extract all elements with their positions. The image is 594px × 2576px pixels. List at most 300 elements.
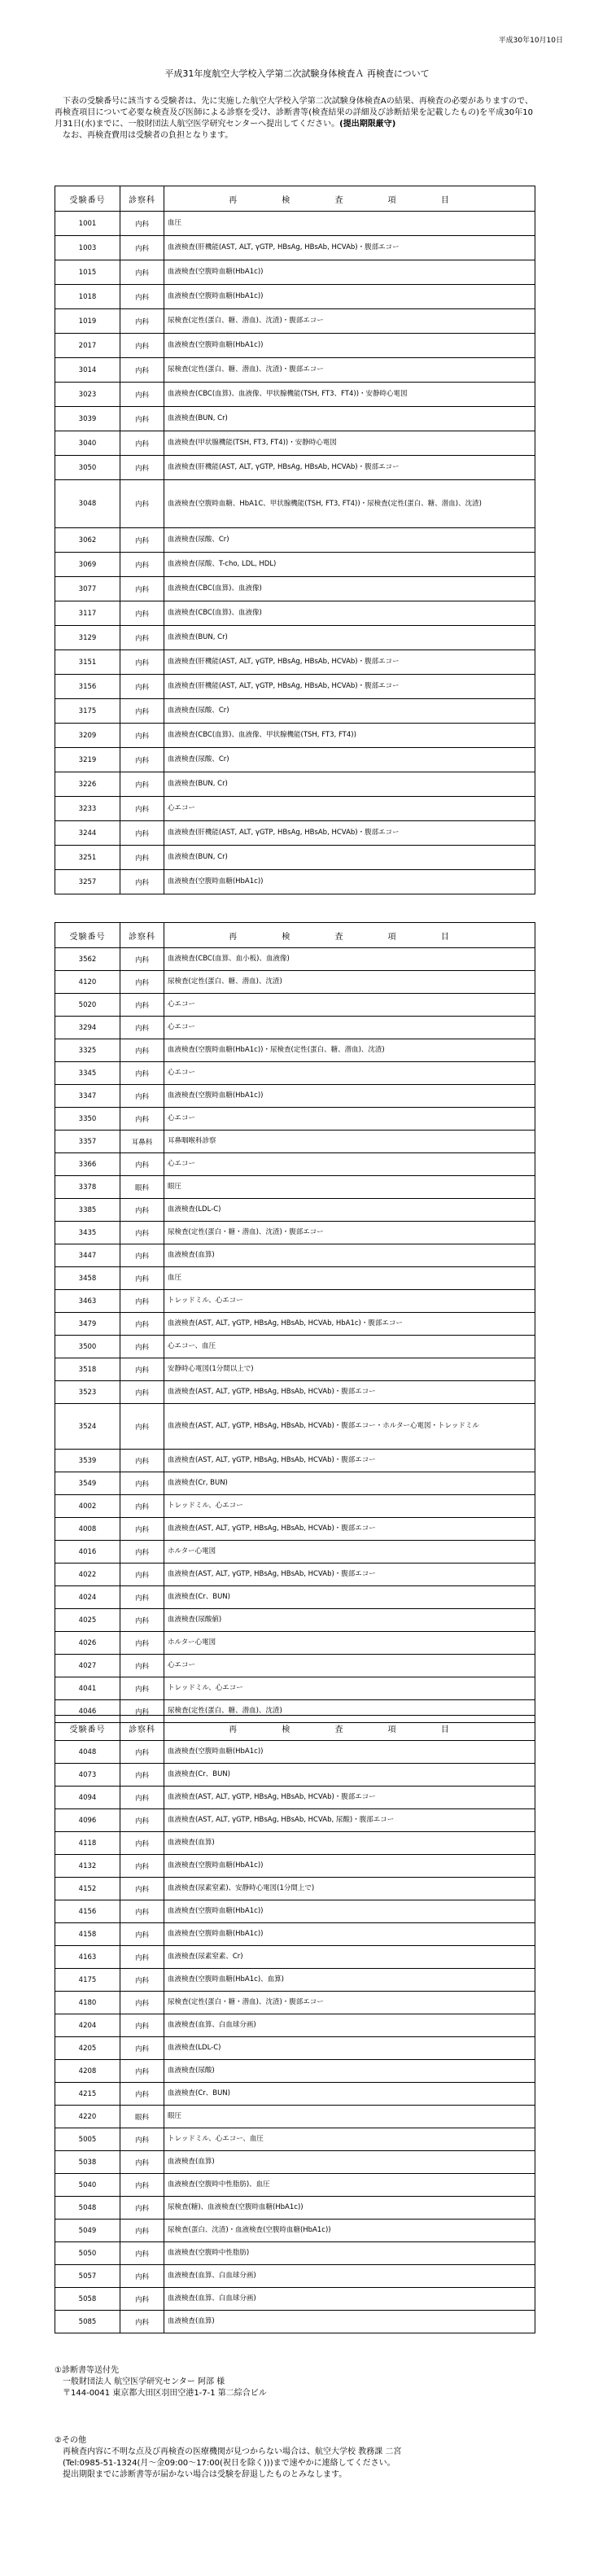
department-cell: 内科 xyxy=(120,2037,164,2060)
exam-number-cell: 3233 xyxy=(55,797,120,821)
exam-number-cell: 1015 xyxy=(55,260,120,285)
other-section xyxy=(55,2435,401,2481)
table-row xyxy=(55,1108,535,1131)
department-cell: 内科 xyxy=(120,2242,164,2265)
exam-number-cell: 4048 xyxy=(55,1741,120,1764)
exam-number-cell: 3366 xyxy=(55,1153,120,1176)
submission-heading: ①診断書等送付先 xyxy=(55,2366,119,2375)
department-cell: 内科 xyxy=(120,2151,164,2174)
table-row xyxy=(55,1017,535,1039)
exam-number-cell: 5020 xyxy=(55,994,120,1017)
header-department: 診察科 xyxy=(120,1716,164,1741)
department-cell: 内科 xyxy=(120,1741,164,1764)
recheck-item-cell: 血液検査(AST, ALT, γGTP, HBsAg, HBsAb, HCVAb)・腹部エコー xyxy=(164,1450,535,1472)
department-cell: 内科 xyxy=(120,1039,164,1062)
exam-number-cell: 3549 xyxy=(55,1472,120,1495)
department-cell: 内科 xyxy=(120,1313,164,1336)
recheck-item-cell: 尿検査(定性(蛋白・糖・潜血)、沈渣)・腹部エコー xyxy=(164,1992,535,2014)
exam-number-cell: 4073 xyxy=(55,1764,120,1787)
exam-number-cell: 5050 xyxy=(55,2242,120,2265)
department-cell: 内科 xyxy=(120,2265,164,2288)
table-row xyxy=(55,1495,535,1518)
department-cell: 内科 xyxy=(120,1017,164,1039)
exam-number-cell: 4208 xyxy=(55,2060,120,2083)
recheck-item-cell: 血液検査(CBC(血算、血小板)、血液像) xyxy=(164,948,535,971)
recheck-item-cell: 血液検査(血算) xyxy=(164,2311,535,2333)
table-row xyxy=(55,699,535,724)
recheck-item-cell: トレッドミル、心エコー xyxy=(164,1290,535,1313)
table-row xyxy=(55,2151,535,2174)
department-cell: 内科 xyxy=(120,1969,164,1992)
exam-number-cell: 5085 xyxy=(55,2311,120,2333)
department-cell: 内科 xyxy=(120,334,164,358)
department-cell: 内科 xyxy=(120,1878,164,1900)
department-cell: 内科 xyxy=(120,1923,164,1946)
exam-number-cell: 3539 xyxy=(55,1450,120,1472)
table-row xyxy=(55,480,535,528)
department-cell: 眼科 xyxy=(120,2106,164,2128)
department-cell: 内科 xyxy=(120,1609,164,1632)
department-cell: 内科 xyxy=(120,1244,164,1267)
recheck-item-cell: トレッドミル、心エコー、血圧 xyxy=(164,2128,535,2151)
table-row xyxy=(55,1290,535,1313)
exam-number-cell: 4027 xyxy=(55,1655,120,1677)
recheck-item-cell: 血液検査(尿酸、Cr) xyxy=(164,528,535,553)
exam-number-cell: 5048 xyxy=(55,2197,120,2220)
recheck-item-cell: 安静時心電図(1分間以上で) xyxy=(164,1358,535,1381)
recheck-item-cell: 血液検査(空腹時血糖(HbA1c)) xyxy=(164,1085,535,1108)
exam-number-cell: 3357 xyxy=(55,1131,120,1153)
department-cell: 内科 xyxy=(120,431,164,456)
table-row xyxy=(55,1764,535,1787)
document-date: 平成30年10月10日 xyxy=(498,37,563,45)
exam-number-cell: 3447 xyxy=(55,1244,120,1267)
table-row xyxy=(55,1900,535,1923)
table-row xyxy=(55,1809,535,1832)
department-cell: 内科 xyxy=(120,358,164,383)
table-row xyxy=(55,260,535,285)
intro-deadline-note: (提出期限厳守) xyxy=(339,120,396,129)
exam-number-cell: 4025 xyxy=(55,1609,120,1632)
table-row xyxy=(55,1450,535,1472)
table-row xyxy=(55,994,535,1017)
recheck-item-cell: トレッドミル、心エコー xyxy=(164,1495,535,1518)
department-cell: 内科 xyxy=(120,236,164,260)
table-row xyxy=(55,212,535,236)
department-cell: 内科 xyxy=(120,1153,164,1176)
recheck-item-cell: 眼圧 xyxy=(164,2106,535,2128)
recheck-item-cell: 心エコー xyxy=(164,1153,535,1176)
exam-number-cell: 2017 xyxy=(55,334,120,358)
recheck-item-cell: 血液検査(尿素窒素、Cr) xyxy=(164,1946,535,1969)
exam-number-cell: 4118 xyxy=(55,1832,120,1855)
department-cell: 内科 xyxy=(120,2014,164,2037)
department-cell: 内科 xyxy=(120,772,164,797)
recheck-item-cell: 血液検査(肝機能(AST, ALT, γGTP, HBsAg, HBsAb, HCVAb)・腹部エコー xyxy=(164,236,535,260)
recheck-item-cell: 血液検査(甲状腺機能(TSH, FT3, FT4))・安静時心電図 xyxy=(164,431,535,456)
exam-number-cell: 5005 xyxy=(55,2128,120,2151)
exam-number-cell: 3294 xyxy=(55,1017,120,1039)
exam-number-cell: 4094 xyxy=(55,1787,120,1809)
department-cell: 内科 xyxy=(120,407,164,431)
other-phone: (Tel:0985-51-1324(月～金09:00～17:00(祝日を除く)))まで速やかに連絡してください。 xyxy=(63,2459,395,2468)
department-cell: 内科 xyxy=(120,260,164,285)
recheck-item-cell: 血液検査(空腹時血糖(HbA1c)) xyxy=(164,285,535,309)
department-cell: 内科 xyxy=(120,1358,164,1381)
exam-number-cell: 3524 xyxy=(55,1404,120,1450)
header-recheck-items: 再 検 査 項 目 xyxy=(164,186,535,212)
recheck-item-cell: 血液検査(血算) xyxy=(164,1244,535,1267)
department-cell: 内科 xyxy=(120,601,164,626)
table-row xyxy=(55,1946,535,1969)
other-contact: 再検査内容に不明な点及び再検査の医療機関が見つからない場合は、航空大学校 教務課 二宮 xyxy=(63,2447,402,2456)
table-row xyxy=(55,772,535,797)
exam-number-cell: 4132 xyxy=(55,1855,120,1878)
department-cell: 内科 xyxy=(120,528,164,553)
recheck-item-cell: 血液検査(BUN, Cr) xyxy=(164,626,535,650)
department-cell: 内科 xyxy=(120,1855,164,1878)
exam-number-cell: 4026 xyxy=(55,1632,120,1655)
table-row xyxy=(55,1609,535,1632)
recheck-item-cell: 血液検査(空腹時血糖(HbA1c)) xyxy=(164,334,535,358)
exam-number-cell: 4220 xyxy=(55,2106,120,2128)
exam-number-cell: 4016 xyxy=(55,1541,120,1564)
recheck-item-cell: 血液検査(空腹時中性脂肪) xyxy=(164,2242,535,2265)
table-row xyxy=(55,1131,535,1153)
table-row xyxy=(55,456,535,480)
department-cell: 内科 xyxy=(120,1381,164,1404)
exam-number-cell: 3463 xyxy=(55,1290,120,1313)
department-cell: 内科 xyxy=(120,285,164,309)
submission-section xyxy=(55,2365,267,2399)
table-row xyxy=(55,675,535,699)
department-cell: 内科 xyxy=(120,2220,164,2242)
recheck-item-cell: ホルター心電図 xyxy=(164,1541,535,1564)
table-row xyxy=(55,601,535,626)
recheck-table-3 xyxy=(55,1715,535,2333)
recheck-item-cell: 血液検査(Cr、BUN) xyxy=(164,2083,535,2106)
table-row xyxy=(55,577,535,601)
recheck-item-cell: 血液検査(Cr, BUN) xyxy=(164,1472,535,1495)
table-row xyxy=(55,626,535,650)
department-cell: 内科 xyxy=(120,1700,164,1723)
exam-number-cell: 3039 xyxy=(55,407,120,431)
exam-number-cell: 4046 xyxy=(55,1700,120,1723)
recheck-item-cell: 血液検査(血算、白血球分画) xyxy=(164,2265,535,2288)
recheck-item-cell: 心エコー、血圧 xyxy=(164,1336,535,1358)
table-row xyxy=(55,748,535,772)
department-cell: 内科 xyxy=(120,1564,164,1586)
header-department: 診察科 xyxy=(120,923,164,948)
header-recheck-items: 再 検 査 項 目 xyxy=(164,1716,535,1741)
department-cell: 内科 xyxy=(120,724,164,748)
table-row xyxy=(55,2220,535,2242)
table-row xyxy=(55,358,535,383)
department-cell: 内科 xyxy=(120,1518,164,1541)
recheck-item-cell: 血液検査(肝機能(AST, ALT, γGTP, HBsAg, HBsAb, HCVAb)・腹部エコー xyxy=(164,675,535,699)
department-cell: 内科 xyxy=(120,994,164,1017)
recheck-item-cell: 血液検査(血算、白血球分画) xyxy=(164,2288,535,2311)
department-cell: 内科 xyxy=(120,456,164,480)
department-cell: 内科 xyxy=(120,821,164,846)
table-header-row xyxy=(55,186,535,212)
exam-number-cell: 3500 xyxy=(55,1336,120,1358)
recheck-item-cell: トレッドミル、心エコー xyxy=(164,1677,535,1700)
table-row xyxy=(55,971,535,994)
exam-number-cell: 4163 xyxy=(55,1946,120,1969)
recheck-item-cell: 血液検査(LDL-C) xyxy=(164,1199,535,1222)
exam-number-cell: 5058 xyxy=(55,2288,120,2311)
recheck-item-cell: 血液検査(Cr、BUN) xyxy=(164,1586,535,1609)
department-cell: 内科 xyxy=(120,1085,164,1108)
department-cell: 内科 xyxy=(120,383,164,407)
recheck-item-cell: 血液検査(空腹時血糖(HbA1c)、血算) xyxy=(164,1969,535,1992)
recheck-table-2 xyxy=(55,922,535,1723)
recheck-item-cell: 心エコー xyxy=(164,1062,535,1085)
department-cell: 内科 xyxy=(120,1946,164,1969)
recheck-item-cell: 血液検査(空腹時血糖(HbA1c)) xyxy=(164,1923,535,1946)
exam-number-cell: 4180 xyxy=(55,1992,120,2014)
department-cell: 内科 xyxy=(120,1290,164,1313)
exam-number-cell: 3347 xyxy=(55,1085,120,1108)
recheck-item-cell: 血液検査(BUN, Cr) xyxy=(164,407,535,431)
department-cell: 内科 xyxy=(120,1062,164,1085)
table-row xyxy=(55,1062,535,1085)
department-cell: 内科 xyxy=(120,1787,164,1809)
recheck-item-cell: 尿検査(定性(蛋白、糖、潜血)、沈渣)・腹部エコー xyxy=(164,358,535,383)
exam-number-cell: 1001 xyxy=(55,212,120,236)
department-cell: 内科 xyxy=(120,797,164,821)
table-row xyxy=(55,1336,535,1358)
department-cell: 内科 xyxy=(120,1655,164,1677)
recheck-item-cell: 心エコー xyxy=(164,1655,535,1677)
exam-number-cell: 4205 xyxy=(55,2037,120,2060)
recheck-item-cell: 血液検査(尿酸、Cr) xyxy=(164,748,535,772)
table-row xyxy=(55,553,535,577)
exam-number-cell: 4158 xyxy=(55,1923,120,1946)
department-cell: 内科 xyxy=(120,1199,164,1222)
exam-number-cell: 1019 xyxy=(55,309,120,334)
department-cell: 耳鼻科 xyxy=(120,1131,164,1153)
recheck-item-cell: 血液検査(AST, ALT, γGTP, HBsAg, HBsAb, HCVAb)・腹部エコー xyxy=(164,1381,535,1404)
table-row xyxy=(55,797,535,821)
recheck-item-cell: 血液検査(CBC(血算)、血液像、甲状腺機能(TSH, FT3、FT4))・安静時心電図 xyxy=(164,383,535,407)
department-cell: 内科 xyxy=(120,212,164,236)
header-exam-number: 受験番号 xyxy=(55,186,120,212)
recheck-item-cell: 血液検査(AST, ALT, γGTP, HBsAg, HBsAb, HCVAb, HbA1c)・腹部エコー xyxy=(164,1313,535,1336)
exam-number-cell: 5040 xyxy=(55,2174,120,2197)
recheck-item-cell: 血液検査(肝機能(AST, ALT, γGTP, HBsAg, HBsAb, HCVAb)・腹部エコー xyxy=(164,456,535,480)
recheck-item-cell: 尿検査(糖)、血液検査(空腹時血糖(HbA1c)) xyxy=(164,2197,535,2220)
exam-number-cell: 4008 xyxy=(55,1518,120,1541)
table-row xyxy=(55,2242,535,2265)
exam-number-cell: 3378 xyxy=(55,1176,120,1199)
table-row xyxy=(55,1472,535,1495)
department-cell: 内科 xyxy=(120,553,164,577)
department-cell: 内科 xyxy=(120,1495,164,1518)
other-heading: ②その他 xyxy=(55,2436,86,2445)
recheck-item-cell: 血液検査(尿酸) xyxy=(164,2060,535,2083)
recheck-item-cell: ホルター心電図 xyxy=(164,1632,535,1655)
table-row xyxy=(55,846,535,870)
table-row xyxy=(55,1267,535,1290)
department-cell: 眼科 xyxy=(120,1176,164,1199)
exam-number-cell: 4156 xyxy=(55,1900,120,1923)
table-row xyxy=(55,1222,535,1244)
recheck-item-cell: 血液検査(Cr、BUN) xyxy=(164,1764,535,1787)
recheck-item-cell: 血液検査(尿酸値) xyxy=(164,1609,535,1632)
department-cell: 内科 xyxy=(120,650,164,675)
exam-number-cell: 5038 xyxy=(55,2151,120,2174)
department-cell: 内科 xyxy=(120,1472,164,1495)
recheck-item-cell: 血液検査(肝機能(AST, ALT, γGTP, HBsAg, HBsAb, HCVAb)・腹部エコー xyxy=(164,650,535,675)
recheck-item-cell: 心エコー xyxy=(164,994,535,1017)
exam-number-cell: 3325 xyxy=(55,1039,120,1062)
recheck-item-cell: 血液検査(空腹時血糖(HbA1c)) xyxy=(164,1900,535,1923)
recheck-item-cell: 血液検査(LDL-C) xyxy=(164,2037,535,2060)
recheck-item-cell: 血液検査(肝機能(AST, ALT, γGTP, HBsAg, HBsAb, HCVAb)・腹部エコー xyxy=(164,821,535,846)
table-row xyxy=(55,2265,535,2288)
exam-number-cell: 3175 xyxy=(55,699,120,724)
recheck-item-cell: 血液検査(血算) xyxy=(164,1832,535,1855)
table-row xyxy=(55,821,535,846)
document-title: 平成31年度航空大学校入学第二次試験身体検査Ａ 再検査について xyxy=(164,68,430,79)
recheck-item-cell: 血液検査(尿酸、Cr) xyxy=(164,699,535,724)
table-row xyxy=(55,2197,535,2220)
department-cell: 内科 xyxy=(120,948,164,971)
exam-number-cell: 3257 xyxy=(55,870,120,894)
table-row xyxy=(55,1358,535,1381)
recheck-item-cell: 血液検査(空腹時血糖(HbA1c)) xyxy=(164,870,535,894)
table-row xyxy=(55,1969,535,1992)
table-row xyxy=(55,2083,535,2106)
department-cell: 内科 xyxy=(120,309,164,334)
exam-number-cell: 3219 xyxy=(55,748,120,772)
recheck-item-cell: 血圧 xyxy=(164,1267,535,1290)
exam-number-cell: 3518 xyxy=(55,1358,120,1381)
recheck-item-cell: 血液検査(空腹時血糖(HbA1c)) xyxy=(164,1741,535,1764)
intro-line: なお、再検査費用は受験者の負担となります。 xyxy=(63,131,234,140)
department-cell: 内科 xyxy=(120,1404,164,1450)
exam-number-cell: 3156 xyxy=(55,675,120,699)
department-cell: 内科 xyxy=(120,748,164,772)
recheck-item-cell: 血液検査(空腹時血糖(HbA1c)) xyxy=(164,1855,535,1878)
table-row xyxy=(55,1787,535,1809)
exam-number-cell: 5049 xyxy=(55,2220,120,2242)
table-row xyxy=(55,285,535,309)
table-row xyxy=(55,1313,535,1336)
exam-number-cell: 4152 xyxy=(55,1878,120,1900)
exam-number-cell: 4024 xyxy=(55,1586,120,1609)
department-cell: 内科 xyxy=(120,2197,164,2220)
department-cell: 内科 xyxy=(120,2174,164,2197)
department-cell: 内科 xyxy=(120,1267,164,1290)
exam-number-cell: 3350 xyxy=(55,1108,120,1131)
table-row xyxy=(55,1992,535,2014)
recheck-item-cell: 尿検査(定性(蛋白・糖・潜血)、沈渣)・腹部エコー xyxy=(164,1222,535,1244)
recheck-item-cell: 血液検査(AST, ALT, γGTP, HBsAg, HBsAb, HCVAb)・腹部エコー xyxy=(164,1787,535,1809)
recheck-item-cell: 心エコー xyxy=(164,1017,535,1039)
table-row xyxy=(55,1632,535,1655)
submission-recipient: 一般財団法人 航空医学研究センター 阿部 様 xyxy=(63,2377,225,2386)
exam-number-cell: 3129 xyxy=(55,626,120,650)
recheck-item-cell: 血液検査(血算、白血球分画) xyxy=(164,2014,535,2037)
department-cell: 内科 xyxy=(120,971,164,994)
table-row xyxy=(55,724,535,748)
table-header-row xyxy=(55,1716,535,1741)
recheck-item-cell: 血液検査(AST, ALT, γGTP, HBsAg, HBsAb, HCVAb)・腹部エコー xyxy=(164,1564,535,1586)
table-row xyxy=(55,334,535,358)
department-cell: 内科 xyxy=(120,577,164,601)
recheck-table-1 xyxy=(55,186,535,894)
exam-number-cell: 3226 xyxy=(55,772,120,797)
recheck-item-cell: 眼圧 xyxy=(164,1176,535,1199)
table-row xyxy=(55,236,535,260)
table-row xyxy=(55,948,535,971)
recheck-item-cell: 尿検査(定性(蛋白、糖、潜血)、沈渣) xyxy=(164,1700,535,1723)
table-row xyxy=(55,2128,535,2151)
recheck-item-cell: 血液検査(空腹時中性脂肪)、血圧 xyxy=(164,2174,535,2197)
department-cell: 内科 xyxy=(120,675,164,699)
header-exam-number: 受験番号 xyxy=(55,1716,120,1741)
recheck-item-cell: 尿検査(蛋白、沈渣)・血液検査(空腹時血糖(HbA1c)) xyxy=(164,2220,535,2242)
exam-number-cell: 4002 xyxy=(55,1495,120,1518)
table-row xyxy=(55,1855,535,1878)
department-cell: 内科 xyxy=(120,480,164,528)
exam-number-cell: 3151 xyxy=(55,650,120,675)
recheck-item-cell: 耳鼻咽喉科診察 xyxy=(164,1131,535,1153)
department-cell: 内科 xyxy=(120,1832,164,1855)
recheck-item-cell: 血液検査(CBC(血算)、血液像) xyxy=(164,577,535,601)
exam-number-cell: 3479 xyxy=(55,1313,120,1336)
exam-number-cell: 3345 xyxy=(55,1062,120,1085)
department-cell: 内科 xyxy=(120,1108,164,1131)
exam-number-cell: 3385 xyxy=(55,1199,120,1222)
department-cell: 内科 xyxy=(120,870,164,894)
table-row xyxy=(55,2060,535,2083)
exam-number-cell: 4204 xyxy=(55,2014,120,2037)
exam-number-cell: 4041 xyxy=(55,1677,120,1700)
department-cell: 内科 xyxy=(120,1541,164,1564)
department-cell: 内科 xyxy=(120,1764,164,1787)
table-row xyxy=(55,1878,535,1900)
recheck-item-cell: 血液検査(尿酸、T-cho, LDL, HDL) xyxy=(164,553,535,577)
table-row xyxy=(55,1404,535,1450)
table-row xyxy=(55,1381,535,1404)
table-row xyxy=(55,1564,535,1586)
table-row xyxy=(55,2174,535,2197)
recheck-item-cell: 血液検査(BUN, Cr) xyxy=(164,772,535,797)
intro-paragraph xyxy=(55,96,533,142)
department-cell: 内科 xyxy=(120,1222,164,1244)
department-cell: 内科 xyxy=(120,2288,164,2311)
table-row xyxy=(55,2311,535,2333)
exam-number-cell: 3251 xyxy=(55,846,120,870)
recheck-item-cell: 血液検査(AST, ALT, γGTP, HBsAg, HBsAb, HCVAb)・腹部エコー・ホルター心電図・トレッドミル xyxy=(164,1404,535,1450)
department-cell: 内科 xyxy=(120,2128,164,2151)
exam-number-cell: 3014 xyxy=(55,358,120,383)
table-row xyxy=(55,383,535,407)
recheck-item-cell: 血液検査(AST, ALT, γGTP, HBsAg, HBsAb, HCVAb, 尿酸)・腹部エコー xyxy=(164,1809,535,1832)
table-row xyxy=(55,870,535,894)
exam-number-cell: 3050 xyxy=(55,456,120,480)
department-cell: 内科 xyxy=(120,1900,164,1923)
table-row xyxy=(55,1832,535,1855)
exam-number-cell: 3117 xyxy=(55,601,120,626)
exam-number-cell: 3062 xyxy=(55,528,120,553)
department-cell: 内科 xyxy=(120,626,164,650)
table-row xyxy=(55,407,535,431)
